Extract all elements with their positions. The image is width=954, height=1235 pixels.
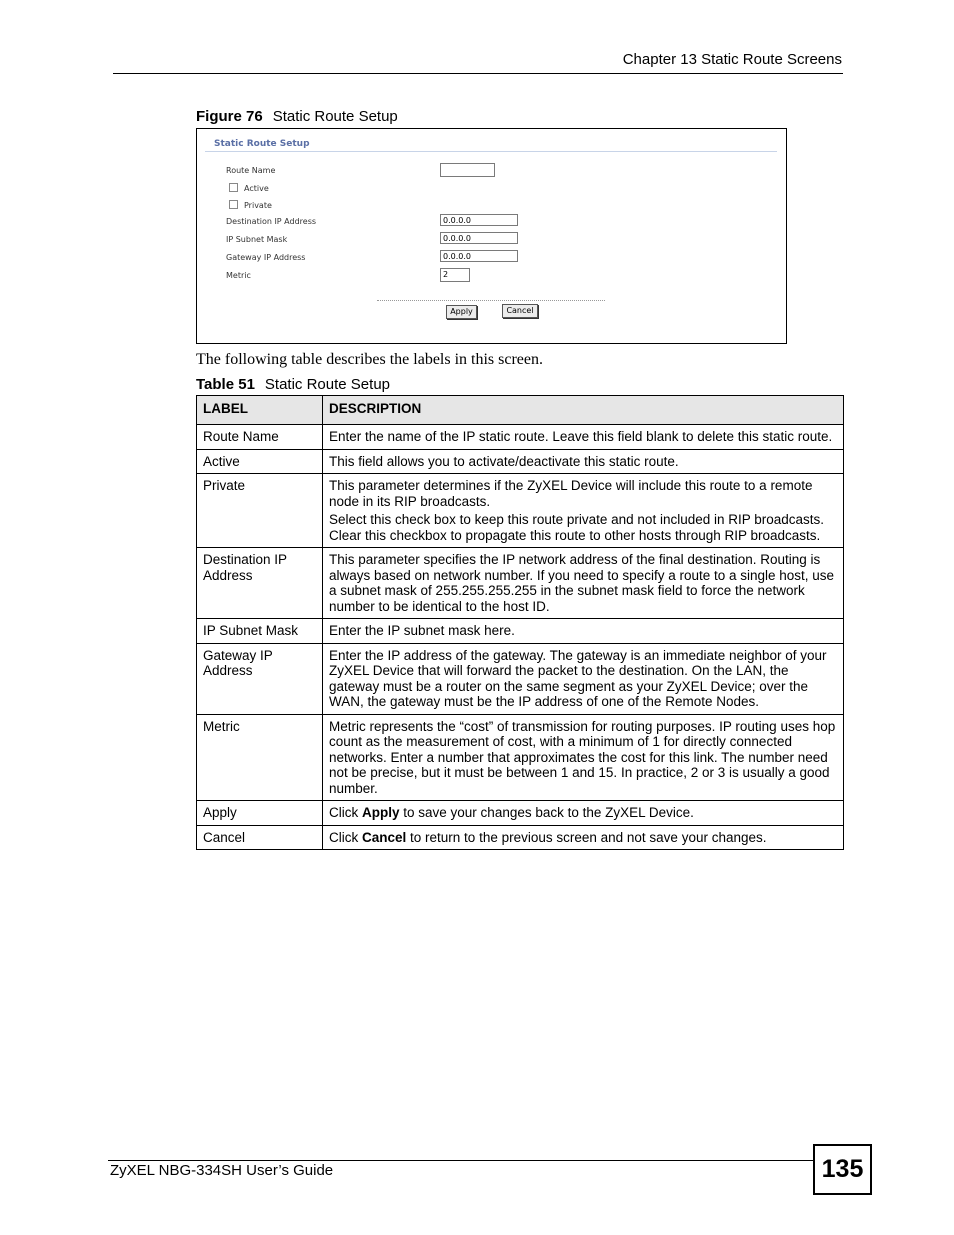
description-bold: Cancel <box>362 829 407 845</box>
table-row <box>197 425 844 450</box>
row-label: IP Subnet Mask <box>197 619 323 644</box>
figure-number: Figure 76 <box>196 108 263 125</box>
dest-ip-input[interactable]: 0.0.0.0 <box>440 214 518 226</box>
row-description <box>323 714 844 801</box>
table-row <box>197 474 844 548</box>
table-row <box>197 714 844 801</box>
label-description-table <box>196 395 844 850</box>
label-header: LABEL <box>197 396 323 425</box>
header-divider <box>113 73 843 74</box>
button-divider <box>377 300 605 301</box>
table-row <box>197 825 844 850</box>
description-text: Enter the IP subnet mask here. <box>329 623 515 638</box>
description-text: Metric represents the “cost” of transmission for routing purposes. IP routing uses hop count as the measurement of cost, with a minimum of 1 for directly connected networks. Enter a number that approximates the cost for this link. The number need not be precise, but it must be between 1 and 15. In practice, 2 or 3 is usually a good number. <box>329 718 836 796</box>
intro-text: The following table describes the labels in this screen. <box>196 351 544 368</box>
chapter-header: Chapter 13 Static Route Screens <box>622 51 842 68</box>
screen-title: Static Route Setup <box>214 139 310 149</box>
table-header-row <box>197 396 844 425</box>
description-text: Click <box>329 829 362 845</box>
active-checkbox[interactable] <box>229 183 238 192</box>
row-description <box>323 825 844 850</box>
row-label: Active <box>197 449 323 474</box>
route-name-input[interactable] <box>440 163 495 177</box>
private-checkbox[interactable] <box>229 200 238 209</box>
row-description <box>323 474 844 548</box>
description-text: This parameter determines if the ZyXEL Device will include this route to a remote node in its RIP broadcasts. <box>329 478 813 509</box>
description-text: to return to the previous screen and not save your changes. <box>406 829 767 845</box>
table-number: Table 51 <box>196 376 255 393</box>
row-label: Metric <box>197 714 323 801</box>
description-header: DESCRIPTION <box>323 396 844 425</box>
row-description <box>323 619 844 644</box>
active-label: Active <box>244 184 269 193</box>
row-label: Apply <box>197 801 323 826</box>
table-row <box>197 643 844 714</box>
row-description <box>323 801 844 826</box>
screen-title-divider <box>205 151 777 152</box>
description-text: This field allows you to activate/deactivate this static route. <box>329 453 679 469</box>
table-row <box>197 801 844 826</box>
description-text: Select this check box to keep this route private and not included in RIP broadcasts. Clear this checkbox to propagate this route to other hosts through RIP broadcasts. <box>329 512 825 543</box>
row-description <box>323 548 844 619</box>
description-text: Click <box>329 805 362 820</box>
private-label: Private <box>244 201 272 210</box>
table-row <box>197 449 844 474</box>
row-description <box>323 449 844 474</box>
row-label: Route Name <box>197 425 323 450</box>
row-label: Destination IP Address <box>197 548 323 619</box>
gateway-input[interactable]: 0.0.0.0 <box>440 250 518 262</box>
description-text: Enter the name of the IP static route. Leave this field blank to delete this static route. <box>329 429 833 444</box>
static-route-screenshot <box>196 128 787 344</box>
footer-divider <box>108 1160 813 1161</box>
row-label: Cancel <box>197 825 323 850</box>
dest-ip-label: Destination IP Address <box>226 217 317 226</box>
subnet-label: IP Subnet Mask <box>226 235 288 244</box>
cancel-button[interactable]: Cancel <box>502 304 538 318</box>
guide-title: ZyXEL NBG-334SH User’s Guide <box>110 1162 334 1179</box>
description-text: Enter the IP address of the gateway. The gateway is an immediate neighbor of your ZyXEL Device that will forward the packet to the destination. On the LAN, the gateway must be a router on the same segment as your ZyXEL Device; over the WAN, the gateway must be the IP address of one of the Remote Nodes. <box>329 647 827 709</box>
row-label: Private <box>197 474 323 548</box>
row-description <box>323 425 844 450</box>
row-description <box>323 643 844 714</box>
apply-button[interactable]: Apply <box>446 305 477 319</box>
metric-input[interactable]: 2 <box>440 268 470 282</box>
subnet-input[interactable]: 0.0.0.0 <box>440 232 518 244</box>
table-title: Static Route Setup <box>264 376 390 393</box>
figure-title: Static Route Setup <box>272 108 398 125</box>
route-name-label: Route Name <box>226 166 276 175</box>
metric-label: Metric <box>226 271 251 280</box>
table-caption <box>196 376 390 393</box>
figure-caption <box>196 108 398 125</box>
description-text: This parameter specifies the IP network address of the final destination. Routing is always based on network number. If you need to specify a route to a single host, use a subnet mask of 255.255.255.255 in the subnet mask field to force the network number to be identical to the host ID. <box>329 552 835 614</box>
page-number: 135 <box>813 1144 872 1195</box>
gateway-label: Gateway IP Address <box>226 253 306 262</box>
table-row <box>197 619 844 644</box>
description-bold: Apply <box>362 805 400 820</box>
table-row <box>197 548 844 619</box>
description-text: to save your changes back to the ZyXEL Device. <box>399 805 694 820</box>
row-label: Gateway IP Address <box>197 643 323 714</box>
